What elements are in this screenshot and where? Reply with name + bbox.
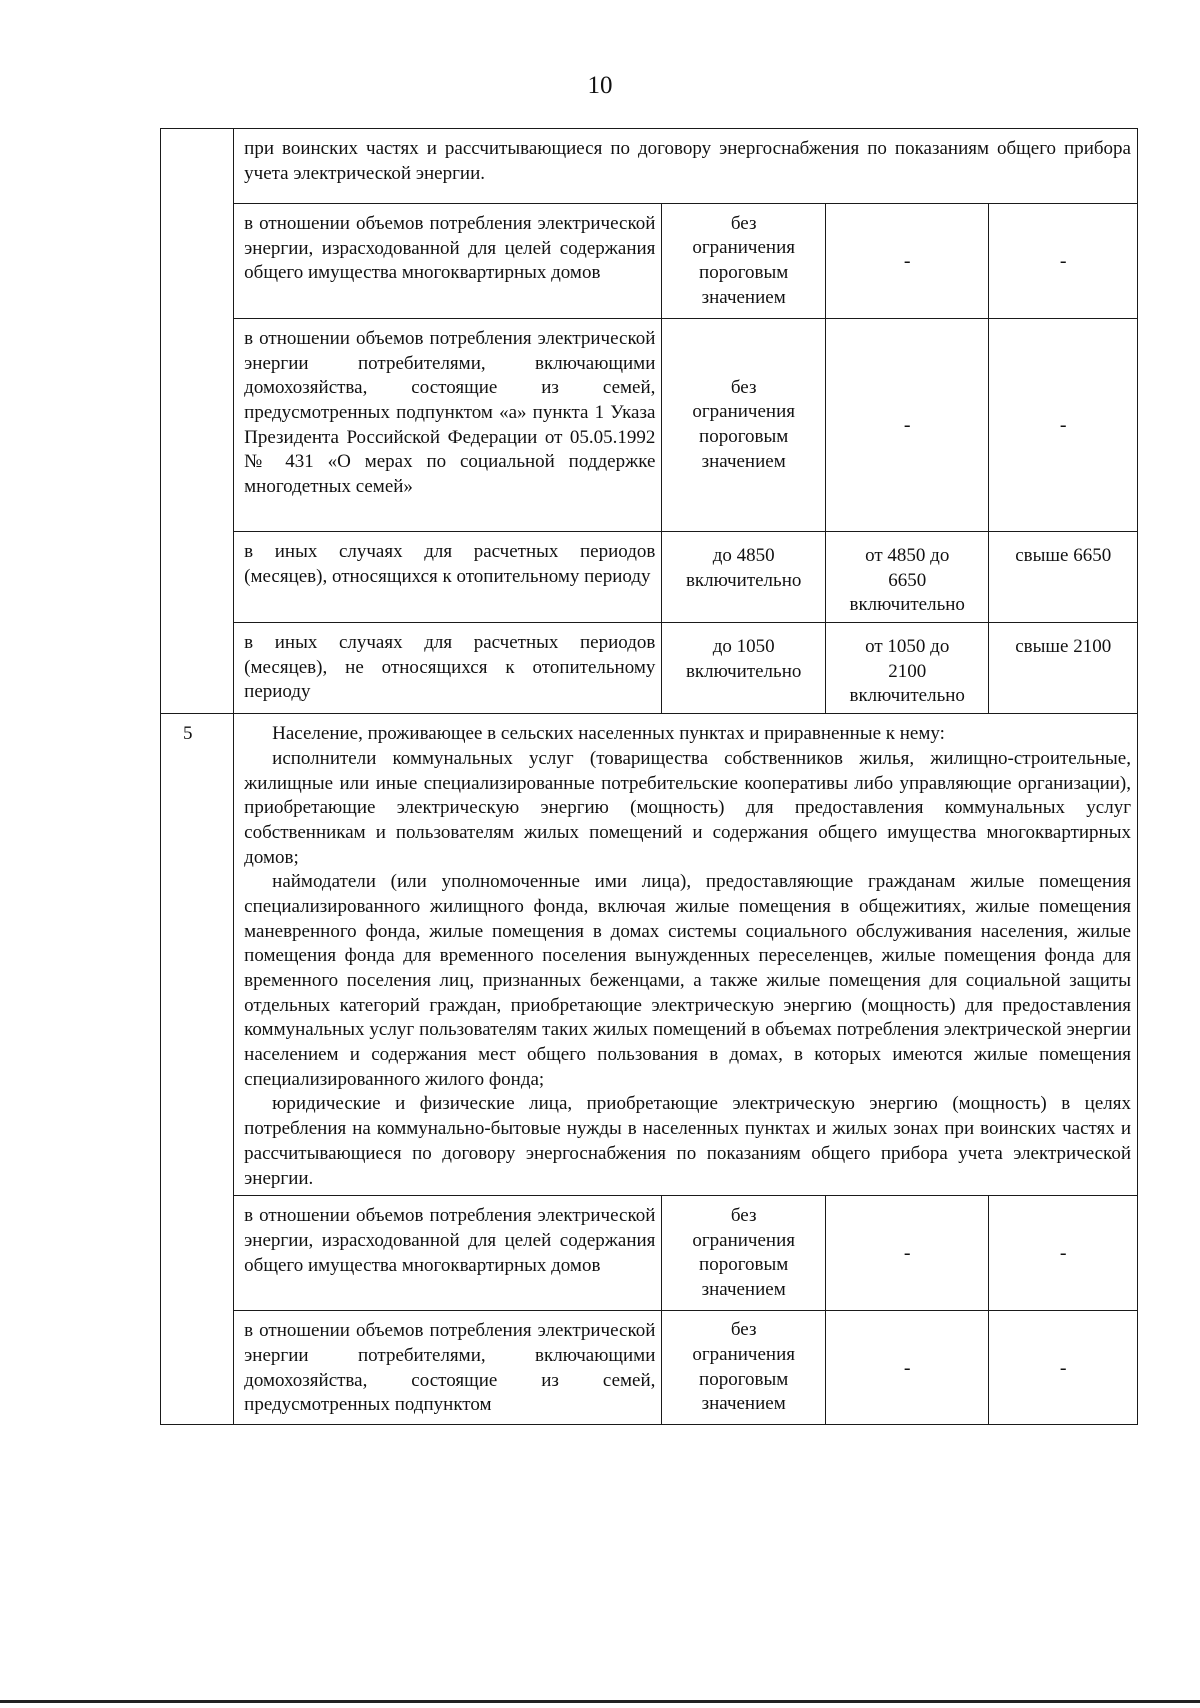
row-label: в отношении объемов потребления электрической энергии, израсходованной для целей содержания общего имущества многоквартирных домов <box>234 204 662 319</box>
section-5-text <box>234 714 1138 1196</box>
threshold-cell: до 4850 включительно <box>662 532 826 623</box>
row-label: в отношении объемов потребления электрической энергии потребителями, включающими домохозяйства, состоящие из семей, предусмотренных подпунктом <box>234 1311 662 1425</box>
table-row <box>161 532 1138 623</box>
table-row <box>161 204 1138 319</box>
table-row <box>161 1311 1138 1425</box>
continued-text: при воинских частях и рассчитывающиеся по договору энергоснабжения по показаниям общего прибора учета электрической энергии. <box>234 129 1138 204</box>
threshold-cell: без ограничения пороговым значением <box>662 319 826 532</box>
page-number: 10 <box>587 72 613 99</box>
range-cell: - <box>825 204 989 319</box>
table-row <box>161 1196 1138 1311</box>
section-5-paragraph: наймодатели (или уполномоченные ими лица), предоставляющие гражданам жилые помещения специализированного жилищного фонда, включая жилые помещения в общежитиях, жилые помещения маневренного фонда, жилые помещения в домах системы социального обслуживания населения, жилые помещения фонда для временного поселения вынужденных переселенцев, жилые помещения фонда для временного поселения лиц, признанных беженцами, а также жилые помещения для социальной защиты отдельных категорий граждан, приобретающие электрическую энергию (мощность) для предоставления коммунальных услуг пользователям таких жилых помещений в объемах потребления электрической энергии населением и содержания мест общего пользования в домах, в которых имеются жилые помещения специализированного жилого фонда; <box>244 871 1131 1090</box>
row-label: в иных случаях для расчетных периодов (месяцев), относящихся к отопительному периоду <box>234 532 662 623</box>
row-label: в отношении объемов потребления электрической энергии, израсходованной для целей содержания общего имущества многоквартирных домов <box>234 1196 662 1311</box>
section-5-paragraph: юридические и физические лица, приобретающие электрическую энергию (мощность) в целях потребления на коммунально-бытовые нужды в населенных пунктах и жилых зонах при воинских частях и рассчитывающиеся по договору энергоснабжения по показаниям общего прибора учета электрической энергии. <box>244 1093 1131 1189</box>
upper-cell: свыше 6650 <box>989 532 1138 623</box>
continued-row <box>161 129 1138 204</box>
number-cell-empty <box>161 129 234 714</box>
range-cell: от 4850 до 6650 включительно <box>825 532 989 623</box>
upper-cell: - <box>989 319 1138 532</box>
threshold-cell: без ограничения пороговым значением <box>662 1196 826 1311</box>
range-cell: - <box>825 319 989 532</box>
section-5-paragraph: Население, проживающее в сельских населенных пунктах и приравненные к нему: <box>272 723 945 745</box>
upper-cell: - <box>989 1311 1138 1425</box>
upper-cell: - <box>989 204 1138 319</box>
section-5-row <box>161 714 1138 1196</box>
upper-cell: свыше 2100 <box>989 623 1138 714</box>
tariff-table-wrapper <box>160 128 1138 1534</box>
range-cell: от 1050 до 2100 включительно <box>825 623 989 714</box>
row-label: в отношении объемов потребления электрической энергии потребителями, включающими домохозяйства, состоящие из семей, предусмотренных подпунктом «а» пункта 1 Указа Президента Российской Федерации от 05.05.1992 № 431 «О мерах по социальной поддержке многодетных семей» <box>234 319 662 532</box>
table-row <box>161 319 1138 532</box>
threshold-cell: без ограничения пороговым значением <box>662 1311 826 1425</box>
upper-cell: - <box>989 1196 1138 1311</box>
row-label: в иных случаях для расчетных периодов (месяцев), не относящихся к отопительному периоду <box>234 623 662 714</box>
threshold-cell: без ограничения пороговым значением <box>662 204 826 319</box>
section-number: 5 <box>161 714 234 1425</box>
table-row <box>161 623 1138 714</box>
tariff-table <box>160 128 1138 1425</box>
threshold-cell: до 1050 включительно <box>662 623 826 714</box>
bottom-border-line <box>0 1700 1200 1703</box>
range-cell: - <box>825 1311 989 1425</box>
range-cell: - <box>825 1196 989 1311</box>
section-5-paragraph: исполнители коммунальных услуг (товарищества собственников жилья, жилищно-строительные, жилищные или иные специализированные потребительские кооперативы либо управляющие организации), приобретающие электрическую энергию (мощность) для предоставления коммунальных услуг собственникам и пользователям жилых помещений и содержания общего имущества многоквартирных домов; <box>244 747 1131 868</box>
